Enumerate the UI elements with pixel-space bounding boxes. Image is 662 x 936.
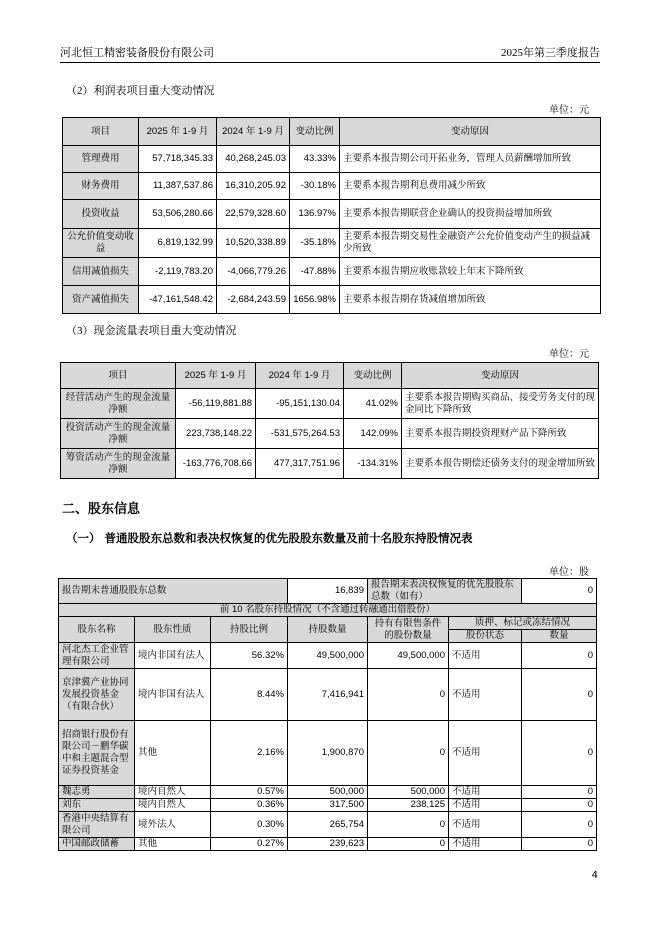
holder-qty: 265,754	[288, 812, 368, 838]
shareholders-heading: 二、股东信息	[62, 502, 141, 517]
row-item: 筹资活动产生的现金流量净额	[61, 449, 176, 479]
cell-2025: 223,738,148.22	[176, 419, 256, 449]
table-header-row	[61, 363, 599, 389]
cell-reason: 主要系本报告期存货减值增加所致	[340, 286, 601, 314]
table-row	[59, 799, 597, 812]
col-header: 变动原因	[340, 118, 601, 146]
cell-2025: -56,119,881.88	[176, 389, 256, 419]
cell-2024: -95,151,130.04	[256, 389, 344, 419]
table-row	[63, 146, 601, 173]
header-company: 河北恒工精密装备股份有限公司	[60, 47, 214, 59]
holder-name: 中国邮政储蓄	[59, 838, 135, 851]
header-divider	[60, 62, 600, 63]
cell-ratio: -30.18%	[290, 173, 340, 200]
top10-caption-row	[59, 604, 597, 617]
cell-reason: 主要系本报告期购买商品、接受劳务支付的现金同比下降所致	[402, 389, 599, 419]
holder-status: 不适用	[449, 643, 522, 669]
cell-2024: 40,268,245.03	[217, 146, 290, 173]
cell-reason: 主要系本报告期偿还债务支付的现金增加所致	[402, 449, 599, 479]
cell-2024: 10,520,338.89	[217, 229, 290, 258]
cell-2024: -4,066,779.26	[217, 258, 290, 286]
shareholders-table	[58, 578, 597, 851]
holder-ratio: 0.30%	[211, 812, 288, 838]
col-header: 持股数量	[288, 617, 368, 643]
holder-qty: 317,500	[288, 799, 368, 812]
row-item: 投资收益	[63, 200, 139, 229]
header-report: 2025年第三季度报告	[501, 47, 600, 59]
table-row	[63, 229, 601, 258]
cell-2025: -47,161,548.42	[139, 286, 217, 314]
table-row	[59, 721, 597, 786]
col-header: 变动原因	[402, 363, 599, 389]
holder-qty: 500,000	[288, 786, 368, 799]
holder-restricted: 49,500,000	[368, 643, 449, 669]
holder-ratio: 0.36%	[211, 799, 288, 812]
col-header: 数量	[522, 630, 597, 643]
cell-reason: 主要系本报告期应收账款较上年末下降所致	[340, 258, 601, 286]
holder-restricted: 0	[368, 812, 449, 838]
holder-count: 0	[522, 799, 597, 812]
pref-label: 报告期末表决权恢复的优先股股东总数（如有）	[368, 579, 522, 604]
cell-2024: 16,310,205.92	[217, 173, 290, 200]
section2-title: （2）利润表项目重大变动情况	[66, 85, 215, 97]
cell-2025: -163,776,708.66	[176, 449, 256, 479]
table-row	[61, 389, 599, 419]
cell-reason: 主要系本报告期联营企业确认的投资损益增加所致	[340, 200, 601, 229]
shareholders-subheading: （一） 普通股股东总数和表决权恢复的优先股股东数量及前十名股东持股情况表	[66, 531, 473, 545]
holder-status: 不适用	[449, 786, 522, 799]
table-row	[61, 449, 599, 479]
table-header-row	[59, 617, 597, 630]
col-header: 持有有限售条件的股份数量	[368, 617, 449, 643]
col-header: 2024 年 1-9 月	[217, 118, 290, 146]
cell-2025: 6,819,132.99	[139, 229, 217, 258]
holder-name: 魏志勇	[59, 786, 135, 799]
table-row	[63, 258, 601, 286]
holder-restricted: 0	[368, 669, 449, 721]
holder-qty: 49,500,000	[288, 643, 368, 669]
table-row	[63, 286, 601, 314]
top10-caption: 前 10 名股东持股情况（不含通过转融通出借股份）	[59, 604, 597, 617]
table-row	[59, 812, 597, 838]
cell-ratio: 43.33%	[290, 146, 340, 173]
holder-restricted: 0	[368, 721, 449, 786]
cell-2025: 53,506,280.66	[139, 200, 217, 229]
holder-name: 香港中央结算有限公司	[59, 812, 135, 838]
col-header: 股东性质	[135, 617, 211, 643]
page-number: 4	[591, 870, 598, 881]
holder-nature: 境内非国有法人	[135, 643, 211, 669]
col-header: 股东名称	[59, 617, 135, 643]
cell-ratio: 1656.98%	[290, 286, 340, 314]
col-header: 质押、标记或冻结情况	[449, 617, 597, 630]
col-header: 变动比例	[344, 363, 402, 389]
holder-ratio: 0.27%	[211, 838, 288, 851]
holder-count: 0	[522, 643, 597, 669]
cell-ratio: 136.97%	[290, 200, 340, 229]
cell-2025: 57,718,345.33	[139, 146, 217, 173]
row-item: 经营活动产生的现金流量净额	[61, 389, 176, 419]
holder-nature: 其他	[135, 721, 211, 786]
cell-2024: -531,575,264.53	[256, 419, 344, 449]
cell-ratio: 142.09%	[344, 419, 402, 449]
holder-count: 0	[522, 721, 597, 786]
income-table	[62, 117, 601, 314]
holder-nature: 境内自然人	[135, 799, 211, 812]
cell-2025: 11,387,537.86	[139, 173, 217, 200]
cell-2024: -2,684,243.59	[217, 286, 290, 314]
holder-restricted: 238,125	[368, 799, 449, 812]
cell-reason: 主要系本报告期公司开拓业务，管理人员薪酬增加所致	[340, 146, 601, 173]
holder-count: 0	[522, 669, 597, 721]
col-header: 2024 年 1-9 月	[256, 363, 344, 389]
total-row	[59, 579, 597, 604]
holder-ratio: 8.44%	[211, 669, 288, 721]
col-header: 2025 年 1-9 月	[176, 363, 256, 389]
col-header: 股份状态	[449, 630, 522, 643]
holder-name: 招商银行股份有限公司－鹏华碳中和主题混合型证券投资基金	[59, 721, 135, 786]
col-header: 变动比例	[290, 118, 340, 146]
holder-restricted: 0	[368, 838, 449, 851]
holder-status: 不适用	[449, 838, 522, 851]
holder-qty: 1,900,870	[288, 721, 368, 786]
cell-reason: 主要系本报告期交易性金融资产公允价值变动产生的损益减少所致	[340, 229, 601, 258]
row-item: 管理费用	[63, 146, 139, 173]
table-row	[63, 200, 601, 229]
col-header: 持股比例	[211, 617, 288, 643]
holder-name: 河北杰工企业管理有限公司	[59, 643, 135, 669]
row-item: 财务费用	[63, 173, 139, 200]
pref-value: 0	[522, 579, 597, 604]
cell-2025: -2,119,783.20	[139, 258, 217, 286]
table-row	[59, 669, 597, 721]
cell-reason: 主要系本报告期利息费用减少所致	[340, 173, 601, 200]
holder-restricted: 500,000	[368, 786, 449, 799]
col-header: 项目	[61, 363, 176, 389]
cashflow-table	[60, 362, 599, 479]
table-row	[59, 643, 597, 669]
total-label: 报告期末普通股股东总数	[59, 579, 288, 604]
holder-name: 京津冀产业协同发展投资基金（有限合伙）	[59, 669, 135, 721]
section3-unit: 单位：元	[549, 349, 589, 360]
cell-ratio: 41.02%	[344, 389, 402, 419]
cell-2024: 477,317,751.96	[256, 449, 344, 479]
holder-count: 0	[522, 812, 597, 838]
row-item: 公允价值变动收益	[63, 229, 139, 258]
cell-ratio: -47.88%	[290, 258, 340, 286]
holder-ratio: 56.32%	[211, 643, 288, 669]
holder-ratio: 2.16%	[211, 721, 288, 786]
holder-nature: 其他	[135, 838, 211, 851]
row-item: 资产减值损失	[63, 286, 139, 314]
holder-ratio: 0.57%	[211, 786, 288, 799]
holder-nature: 境内自然人	[135, 786, 211, 799]
shareholders-unit: 单位：股	[549, 567, 589, 578]
col-header: 项目	[63, 118, 139, 146]
total-value: 16,839	[288, 579, 368, 604]
table-row	[61, 419, 599, 449]
cell-2024: 22,579,328.60	[217, 200, 290, 229]
cell-ratio: -35.18%	[290, 229, 340, 258]
section3-title: （3）现金流量表项目重大变动情况	[66, 325, 237, 337]
col-header: 2025 年 1-9 月	[139, 118, 217, 146]
cell-ratio: -134.31%	[344, 449, 402, 479]
holder-status: 不适用	[449, 721, 522, 786]
holder-qty: 7,416,941	[288, 669, 368, 721]
holder-nature: 境外法人	[135, 812, 211, 838]
table-row	[59, 786, 597, 799]
holder-status: 不适用	[449, 799, 522, 812]
row-item: 投资活动产生的现金流量净额	[61, 419, 176, 449]
holder-name: 刘东	[59, 799, 135, 812]
row-item: 信用减值损失	[63, 258, 139, 286]
table-row	[59, 838, 597, 851]
table-header-row	[63, 118, 601, 146]
cell-reason: 主要系本报告期投资理财产品下降所致	[402, 419, 599, 449]
holder-count: 0	[522, 786, 597, 799]
holder-nature: 境内非国有法人	[135, 669, 211, 721]
holder-qty: 239,623	[288, 838, 368, 851]
holder-status: 不适用	[449, 669, 522, 721]
table-row	[63, 173, 601, 200]
holder-count: 0	[522, 838, 597, 851]
holder-status: 不适用	[449, 812, 522, 838]
section2-unit: 单位：元	[549, 105, 589, 116]
